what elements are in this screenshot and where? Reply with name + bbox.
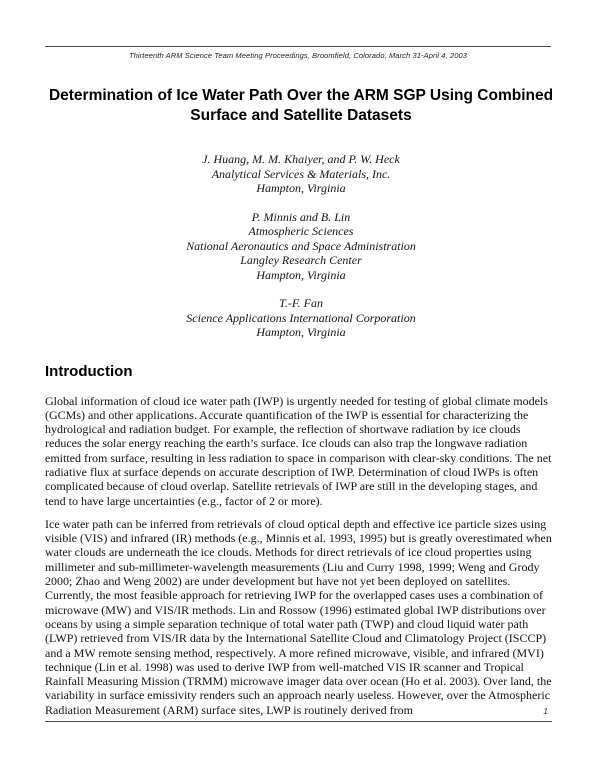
- author-affiliation: National Aeronautics and Space Administration: [186, 238, 416, 253]
- header-rule: [45, 46, 551, 47]
- author-affiliation: Science Applications International Corporation: [186, 310, 416, 325]
- page-number: 1: [543, 706, 548, 716]
- page-body: [45, 86, 557, 717]
- author-block: [45, 152, 557, 340]
- author-department: Atmospheric Sciences: [248, 224, 354, 238]
- footer-rule: [45, 721, 552, 722]
- author-affiliation: Analytical Services & Materials, Inc.: [211, 166, 391, 181]
- author-location: Hampton, Virginia: [256, 267, 346, 282]
- introduction-paragraph-1: Global information of cloud ice water path (IWP) is urgently needed for testing of global climate models (GCMs) and other applications. Accurate quantification of the IWP is essential for characterizing the hydrological and radiation budget. For example, the reflection of shortwave radiation by ice clouds reduces the solar energy reaching the earth’s surface. Ice clouds can also trap the longwave radiation emitted from surface, resulting in less radiation to space in comparison with clear-sky conditions. The net radiative flux at surface depends on accurate description of IWP. Determination of cloud IWPs is often complicated because of cloud overlap. Satellite retrievals of IWP are still in the developing stages, and tend to have large uncertainties (e.g., factor of 2 or more).: [45, 393, 552, 508]
- paper-title: Determination of Ice Water Path Over the ARM SGP Using Combined Surface and Satellite Datasets: [48, 87, 554, 124]
- author-names: J. Huang, M. M. Khaiyer, and P. W. Heck: [202, 152, 400, 166]
- author-location: Hampton, Virginia: [256, 181, 346, 195]
- author-names: P. Minnis and B. Lin: [251, 209, 351, 224]
- section-heading-introduction: Introduction: [45, 362, 133, 380]
- author-group: [45, 210, 557, 283]
- author-group: [45, 296, 557, 340]
- running-header: Thirteenth ARM Science Team Meeting Proceedings, Broomfield, Colorado, March 31-April 4, 2003: [128, 51, 468, 60]
- author-center: Langley Research Center: [240, 253, 362, 267]
- introduction-paragraph-2: Ice water path can be inferred from retrievals of cloud optical depth and effective ice particle sizes using visible (VIS) and infrared (IR) methods (e.g., Minnis et al. 1993, 1995) but is greatly overestimated when water clouds are underneath the ice clouds. Methods for direct retrievals of ice cloud properties using millimeter and sub-millimeter-wavelength measurements (Liu and Curry 1998, 1999; Weng and Grody 2000; Zhao and Weng 2002) are under development but have not yet been deployed on satellites. Currently, the most feasible approach for retrieving IWP for the overlapped cases uses a combination of microwave (MW) and VIS/IR methods. Lin and Rossow (1996) estimated global IWP distributions over oceans by using a simple separation technique of total water path (TWP) and cloud liquid water path (LWP) retrieved from VIS/IR data by the International Satellite Cloud and Climatology Project (ISCCP) and a MW remote sensing method, respectively. A more refined microwave, visible, and infrared (MVI) technique (Lin et al. 1998) was used to derive IWP from well-matched VIS IR scanner and Tropical Rainfall Measuring Mission (TRMM) microwave imager data over ocean (Ho et al. 2003). Over land, the variability in surface emissivity renders such an approach nearly useless. However, over the Atmospheric Radiation Measurement (ARM) surface sites, LWP is routinely derived from: [45, 516, 552, 717]
- author-names: T.-F. Fan: [279, 296, 323, 310]
- author-group: [45, 152, 557, 196]
- author-location: Hampton, Virginia: [256, 325, 346, 339]
